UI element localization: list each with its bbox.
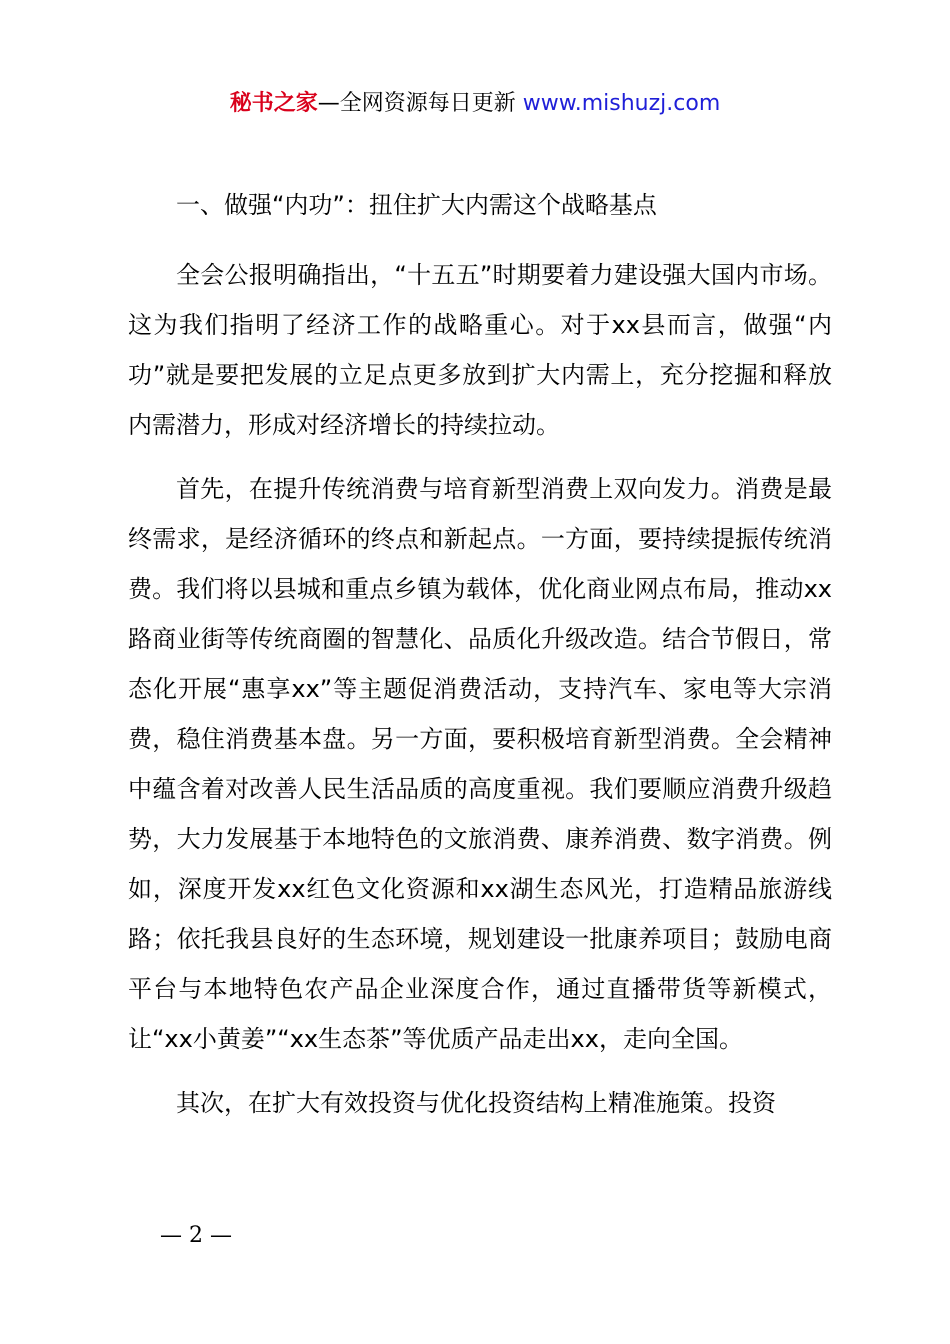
section-heading: 一、做强“内功”：扭住扩大内需这个战略基点 xyxy=(176,191,657,219)
body-paragraph-1: 全会公报明确指出，“十五五”时期要着力建设强大国内市场。这为我们指明了经济工作的战略重心。对于xx县而言，做强“内功”就是要把发展的立足点更多放到扩大内需上，充分挖掘和释放内需潜力，形成对经济增长的持续拉动。 xyxy=(128,261,832,439)
body-paragraph-3: 其次，在扩大有效投资与优化投资结构上精准施策。投资 xyxy=(176,1089,776,1117)
page-number: — 2 — xyxy=(160,1223,232,1248)
site-tagline: —全网资源每日更新 xyxy=(317,91,523,116)
site-url-link[interactable]: www.mishuzj.com xyxy=(522,91,721,116)
body-paragraph-2: 首先，在提升传统消费与培育新型消费上双向发力。消费是最终需求，是经济循环的终点和新起点。一方面，要持续提振传统消费。我们将以县城和重点乡镇为载体，优化商业网点布局，推动xx路商业街等传统商圈的智慧化、品质化升级改造。结合节假日，常态化开展“惠享xx”等主题促消费活动，支持汽车、家电等大宗消费，稳住消费基本盘。另一方面，要积极培育新型消费。全会精神中蕴含着对改善人民生活品质的高度重视。我们要顺应消费升级趋势，大力发展基于本地特色的文旅消费、康养消费、数字消费。例如，深度开发xx红色文化资源和xx湖生态风光，打造精品旅游线路；依托我县良好的生态环境，规划建设一批康养项目；鼓励电商平台与本地特色农产品企业深度合作，通过直播带货等新模式，让“xx小黄姜”“xx生态茶”等优质产品走出xx，走向全国。 xyxy=(128,475,832,1053)
document-body xyxy=(128,180,832,1128)
site-brand: 秘书之家 xyxy=(229,91,318,116)
site-header xyxy=(0,88,950,120)
